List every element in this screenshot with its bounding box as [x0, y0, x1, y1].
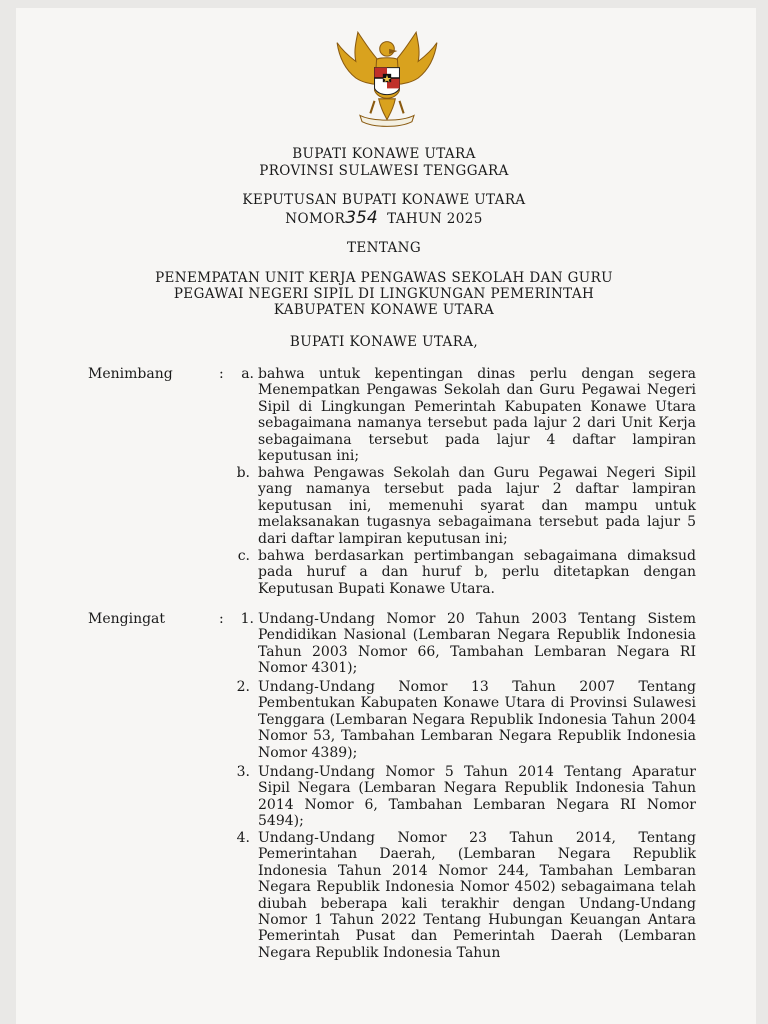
issuer-header-line-2: PROVINSI SULAWESI TENGGARA: [259, 163, 509, 179]
garuda-pancasila-emblem-icon: [335, 26, 439, 130]
mengingat-item-1: Undang-Undang Nomor 20 Tahun 2003 Tentang Sistem Pendidikan Nasional (Lembaran Negara Republik Indonesia Tahun 2003 Nomor 66, Tambahan Lembaran Negara RI Nomor 4301);: [258, 611, 696, 677]
mengingat-item-marker: 2.: [236, 679, 250, 695]
mengingat-item-2: Undang-Undang Nomor 13 Tahun 2007 Tentang Pembentukan Kabupaten Konawe Utara di Provinsi Sulawesi Tenggara (Lembaran Negara Republik Indonesia Tahun 2004 Nomor 53, Tambahan Lembaran Negara Republik Indonesia Nomor 4389);: [258, 679, 696, 761]
nomor-label: NOMOR: [285, 211, 346, 227]
decree-number-handwritten: 354: [345, 208, 378, 228]
mengingat-item-3: Undang-Undang Nomor 5 Tahun 2014 Tentang Aparatur Sipil Negara (Lembaran Negara Republik Indonesia Tahun 2014 Nomor 6, Tambahan Lembaran Negara RI Nomor 5494);: [258, 764, 696, 830]
menimbang-colon: :: [219, 366, 224, 382]
tahun-label: TAHUN 2025: [387, 211, 483, 227]
menimbang-item-marker: c.: [237, 548, 250, 564]
mengingat-item-marker: 4.: [236, 830, 250, 846]
mengingat-item-marker: 1.: [240, 611, 254, 627]
mengingat-label: Mengingat: [88, 611, 166, 627]
decree-title: KEPUTUSAN BUPATI KONAWE UTARA: [242, 192, 526, 208]
subject-line-1: PENEMPATAN UNIT KERJA PENGAWAS SEKOLAH DAN GURU: [155, 270, 613, 286]
subject-line-2: PEGAWAI NEGERI SIPIL DI LINGKUNGAN PEMERINTAH: [173, 286, 595, 302]
issuer-signature-heading: BUPATI KONAWE UTARA,: [289, 334, 479, 350]
issuer-header-line-1: BUPATI KONAWE UTARA: [292, 146, 476, 162]
menimbang-item-marker: b.: [236, 465, 250, 481]
menimbang-item-b: bahwa Pengawas Sekolah dan Guru Pegawai Negeri Sipil yang namanya tersebut pada lajur 2 daftar lampiran keputusan ini, memenuhi syarat dan mampu untuk melaksanakan tugasnya sebagaimana tersebut pada lajur 5 dari daftar lampiran keputusan ini;: [258, 465, 696, 547]
mengingat-item-4: Undang-Undang Nomor 23 Tahun 2014, Tentang Pemerintahan Daerah, (Lembaran Negara Republik Indonesia Tahun 2014 Nomor 244, Tambahan Lembaran Negara Republik Indonesia Nomor 4502) sebagaimana telah diubah beberapa kali terakhir dengan Undang-Undang Nomor 1 Tahun 2022 Tentang Hubungan Keuangan Antara Pemerintah Pusat dan Pemerintah Daerah (Lembaran Negara Republik Indonesia Tahun: [258, 830, 696, 961]
menimbang-item-marker: a.: [241, 366, 254, 382]
subject-line-3: KABUPATEN KONAWE UTARA: [273, 302, 495, 318]
menimbang-label: Menimbang: [88, 366, 173, 382]
decree-number-line: [0, 208, 768, 228]
menimbang-item-c: bahwa berdasarkan pertimbangan sebagaimana dimaksud pada huruf a dan huruf b, perlu ditetapkan dengan Keputusan Bupati Konawe Utara.: [258, 548, 696, 597]
menimbang-item-a: bahwa untuk kepentingan dinas perlu dengan segera Menempatkan Pengawas Sekolah dan Guru Pegawai Negeri Sipil di Lingkungan Pemerintah Kabupaten Konawe Utara sebagaimana namanya tersebut pada lajur 2 dari Unit Kerja sebagaimana tersebut pada lajur 4 daftar lampiran keputusan ini;: [258, 366, 696, 465]
mengingat-item-marker: 3.: [236, 764, 250, 780]
tentang-heading: TENTANG: [346, 240, 422, 256]
mengingat-colon: :: [219, 611, 224, 627]
